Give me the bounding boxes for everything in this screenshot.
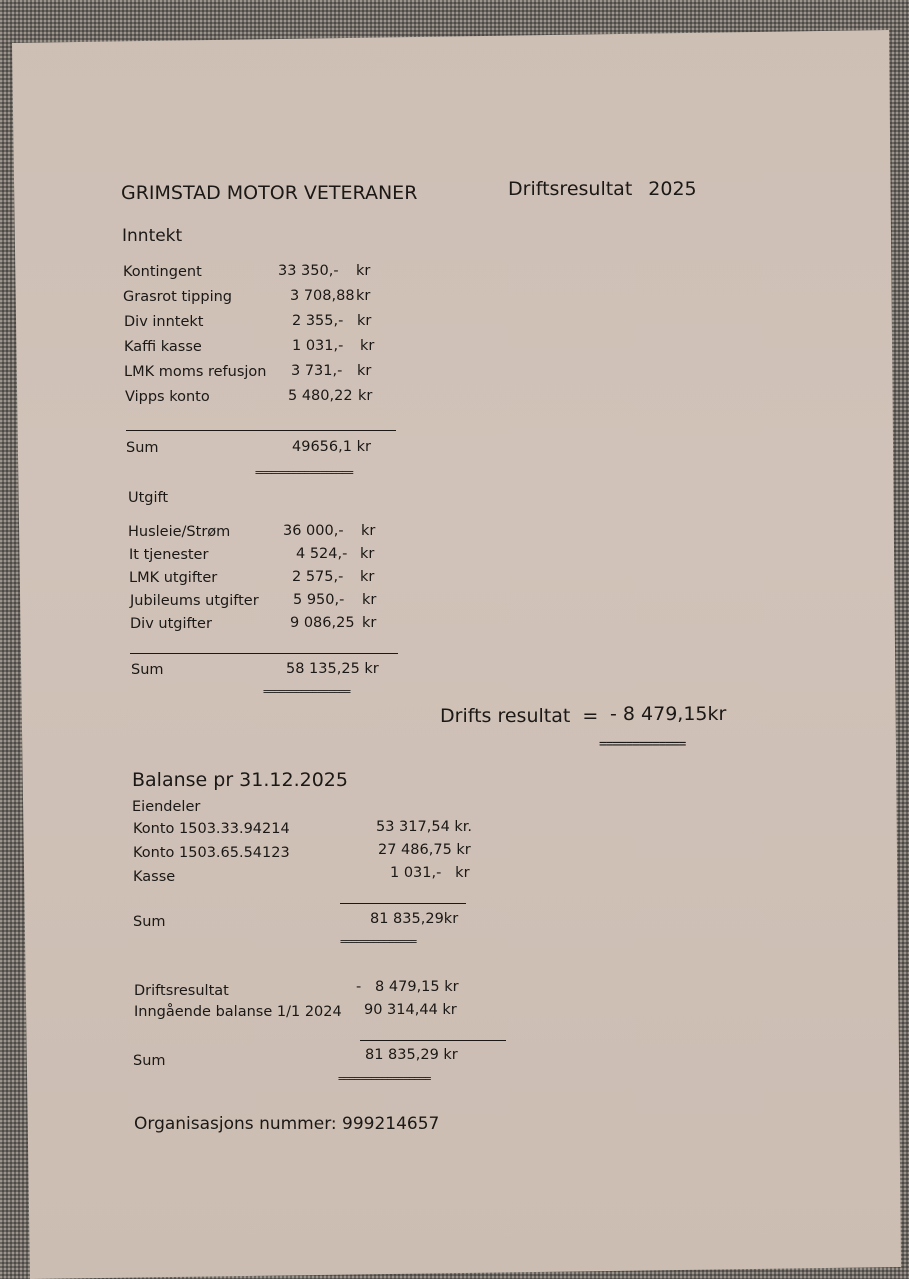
income-label: Vipps konto [125,389,210,405]
income-label: Kaffi kasse [124,339,202,355]
income-heading: Inntekt [122,226,183,246]
income-unit: kr [357,313,372,329]
result-label [440,707,598,726]
equity-sum-label: Sum [133,1053,166,1069]
expense-label: It tjenester [129,547,209,563]
expense-label: Jubileums utgifter [130,593,259,609]
result-label-text: Drifts resultat [440,705,571,727]
report-title [508,180,697,199]
asset-amount: 1 031,- kr [390,865,470,881]
equity-label: Driftsresultat [134,983,229,999]
expense-amount: 2 575,- [292,569,344,585]
income-unit: kr [356,288,371,304]
income-unit: kr [356,263,371,279]
report-title-label: Driftsresultat [508,178,633,200]
income-unit: kr [360,338,375,354]
org-number [134,1116,439,1133]
org-number-value: 999214657 [342,1114,440,1134]
expense-amount: 4 524,- [296,546,348,562]
income-sum-label: Sum [126,440,159,456]
income-amount: 3 731,- [291,363,343,379]
result-equals: = [582,705,599,727]
asset-amount: 53 317,54 kr. [376,819,473,835]
equity-label: Inngående balanse 1/1 2024 [134,1004,342,1020]
equity-sum-rule [360,1040,506,1041]
income-sum-rule [126,430,396,431]
expense-unit: kr [360,546,375,562]
expense-sum-value: 58 135,25 kr [286,661,379,677]
expense-unit: kr [362,592,377,608]
income-label: Kontingent [123,264,202,280]
expense-amount: 36 000,- [283,523,344,539]
expense-label: Div utgifter [130,616,212,632]
expense-amount: 5 950,- [293,592,345,608]
expense-label: LMK utgifter [129,570,218,586]
expense-amount: 9 086,25 [290,615,355,631]
income-label: Grasrot tipping [123,289,232,305]
asset-amount: 27 486,75 kr [378,842,471,858]
expense-unit: kr [360,569,375,585]
income-unit: kr [357,363,372,379]
expense-sum-rule [130,653,398,654]
equity-amount: 90 314,44 kr [364,1002,457,1018]
income-amount: 1 031,- [292,338,344,354]
equity-sum-value: 81 835,29 kr [365,1047,458,1063]
assets-sum-value: 81 835,29kr [370,911,459,927]
income-label: LMK moms refusjon [124,364,267,380]
equity-double-rule: ================= [338,1072,431,1085]
expense-sum-label: Sum [131,662,164,678]
asset-label: Konto 1503.33.94214 [133,821,290,837]
income-sum-value: 49656,1 kr [292,439,371,455]
expense-label: Husleie/Strøm [128,524,231,540]
result-double-rule: ============= [599,737,686,752]
expense-unit: kr [362,615,377,631]
assets-double-rule: ============== [340,935,416,948]
balance-heading: Balanse pr 31.12.2025 [132,769,348,791]
org-name: GRIMSTAD MOTOR VETERANER [121,182,418,204]
result-value: - 8 479,15kr [610,703,727,725]
assets-sum-rule [340,903,466,904]
expense-double-rule: ================ [263,685,350,698]
income-double-rule: ================== [255,466,353,479]
income-label: Div inntekt [124,314,204,330]
income-unit: kr [358,388,373,404]
report-year: 2025 [648,178,697,200]
income-amount: 5 480,22 [288,388,353,404]
org-number-label: Organisasjons nummer: [134,1114,337,1134]
assets-heading: Eiendeler [132,799,201,815]
expense-unit: kr [361,523,376,539]
equity-amount: - 8 479,15 kr [356,979,459,995]
asset-label: Konto 1503.65.54123 [133,845,290,861]
income-amount: 33 350,- [278,263,339,279]
expense-heading: Utgift [128,490,169,506]
asset-label: Kasse [133,869,176,885]
income-amount: 2 355,- [292,313,344,329]
income-amount: 3 708,88 [290,288,355,304]
assets-sum-label: Sum [133,914,166,930]
